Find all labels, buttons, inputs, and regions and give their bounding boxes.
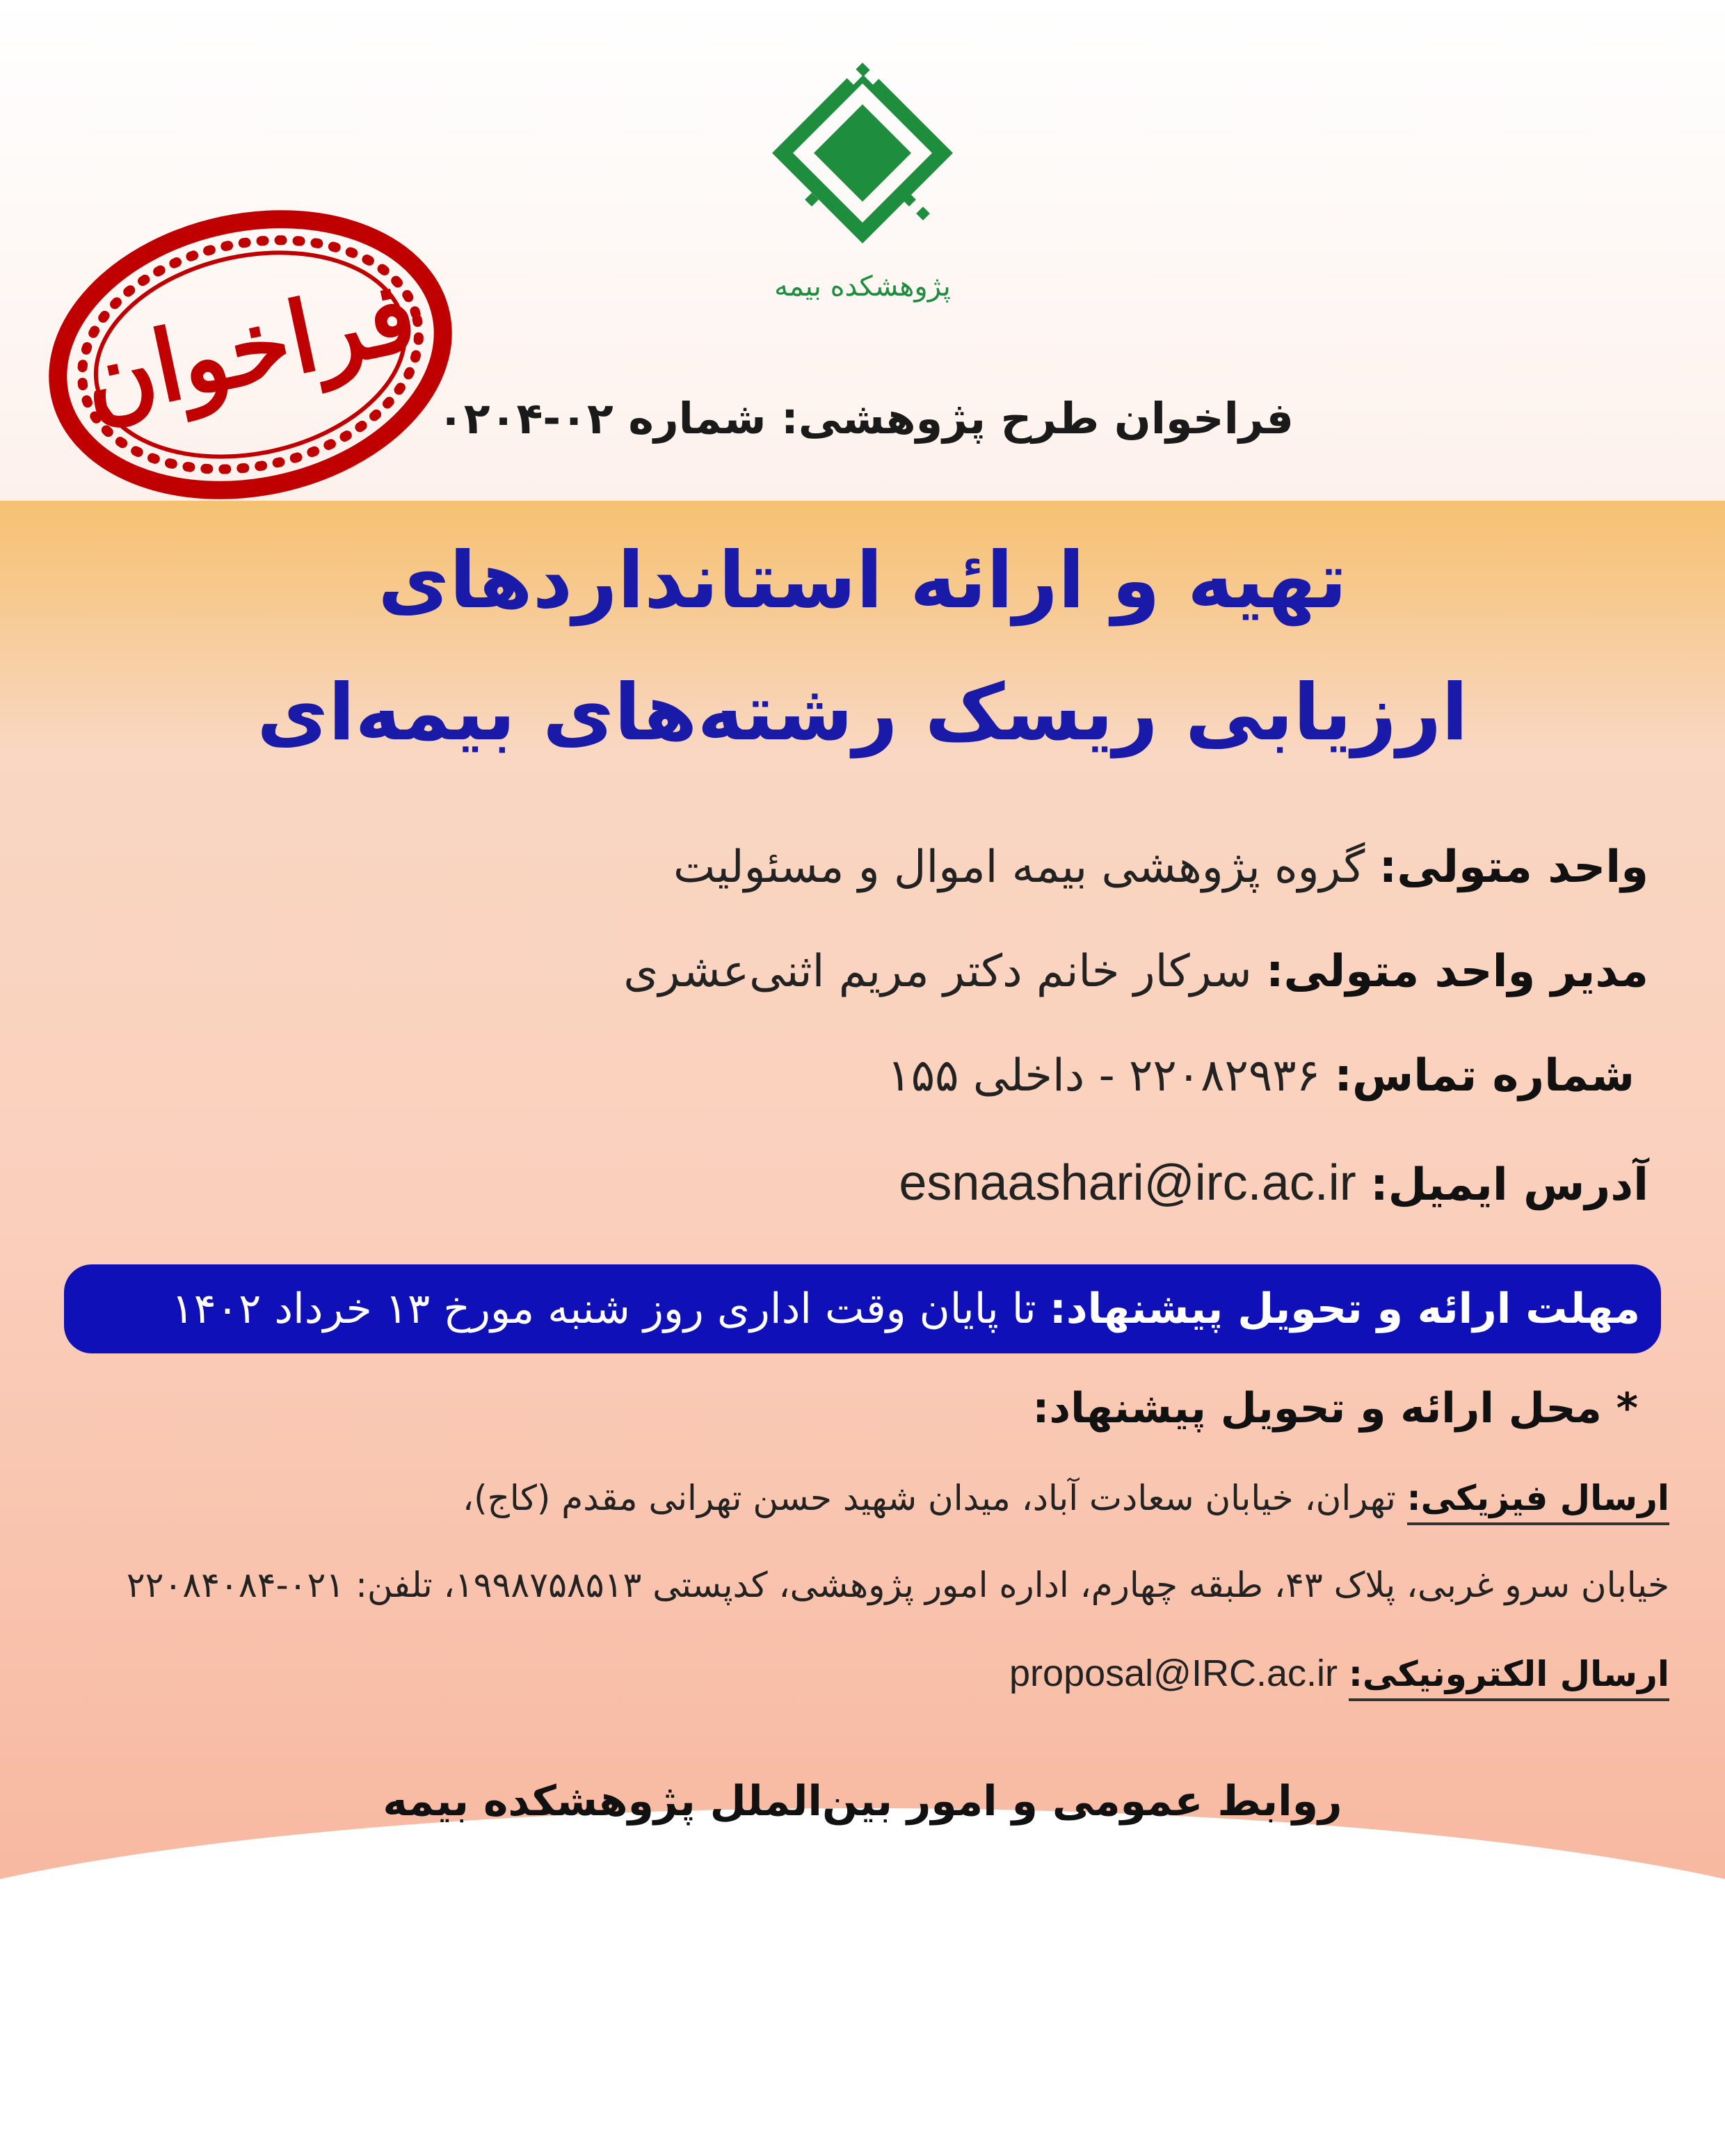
contact-phone-row (887, 1050, 1635, 1102)
responsible-unit-label: واحد متولی: (1379, 842, 1648, 893)
responsible-unit-row (673, 842, 1648, 893)
deadline-label: مهلت ارائه و تحویل پیشنهاد: (1049, 1285, 1640, 1333)
electronic-submission-row (1009, 1652, 1669, 1695)
unit-manager-label: مدیر واحد متولی: (1265, 946, 1648, 997)
contact-phone-label: شماره تماس: (1334, 1050, 1635, 1102)
email-row (899, 1155, 1648, 1212)
call-title: فراخوان طرح پژوهشی: شماره ۰۲-۰۲۰۴ (437, 393, 1294, 444)
unit-manager-row (623, 946, 1648, 997)
deadline-value: تا پایان وقت اداری روز شنبه مورخ ۱۳ خرداد ۱۴۰۲ (171, 1285, 1050, 1333)
physical-address-line-1: تهران، خیابان سعادت آباد، میدان شهید حسن تهرانی مقدم (کاج)، (462, 1478, 1407, 1518)
footer-credit: روابط عمومی و امور بین‌الملل پژوهشکده بیمه (383, 1777, 1342, 1826)
submission-place-heading: * محل ارائه و تحویل پیشنهاد: (1032, 1384, 1638, 1433)
email-link[interactable]: esnaashari@irc.ac.ir (899, 1155, 1356, 1211)
electronic-submission-label: ارسال الکترونیکی: (1349, 1654, 1669, 1701)
email-label: آدرس ایمیل: (1370, 1159, 1648, 1211)
physical-submission-row (463, 1478, 1669, 1518)
logo-caption: پژوهشکده بیمه (774, 271, 951, 303)
responsible-unit-value: گروه پژوهشی بیمه اموال و مسئولیت (673, 842, 1379, 893)
deadline-banner (64, 1264, 1661, 1353)
physical-address-line-2: خیابان سرو غربی، پلاک ۴۳، طبقه چهارم، اداره امور پژوهشی، کدپستی ۱۹۹۸۷۵۸۵۱۳، تلفن: ۰۲۱-۲۲۰۸۴۰۸۴ (126, 1565, 1669, 1605)
bottom-wave (0, 1808, 1725, 2156)
contact-phone-value: ۲۲۰۸۲۹۳۶ - داخلی ۱۵۵ (887, 1050, 1335, 1102)
call-stamp-icon (35, 188, 466, 522)
headline-line-1: تهیه و ارائه استانداردهای (378, 536, 1347, 626)
physical-submission-label: ارسال فیزیکی: (1407, 1478, 1669, 1525)
unit-manager-value: سرکار خانم دکتر مریم اثنی‌عشری (623, 946, 1266, 997)
headline-line-2: ارزیابی ریسک رشته‌های بیمه‌ای (257, 668, 1468, 758)
stamp-text: فراخوان (72, 258, 426, 440)
proposal-email-link[interactable]: proposal@IRC.ac.ir (1009, 1652, 1338, 1694)
insurance-research-institute-logo (765, 56, 960, 320)
